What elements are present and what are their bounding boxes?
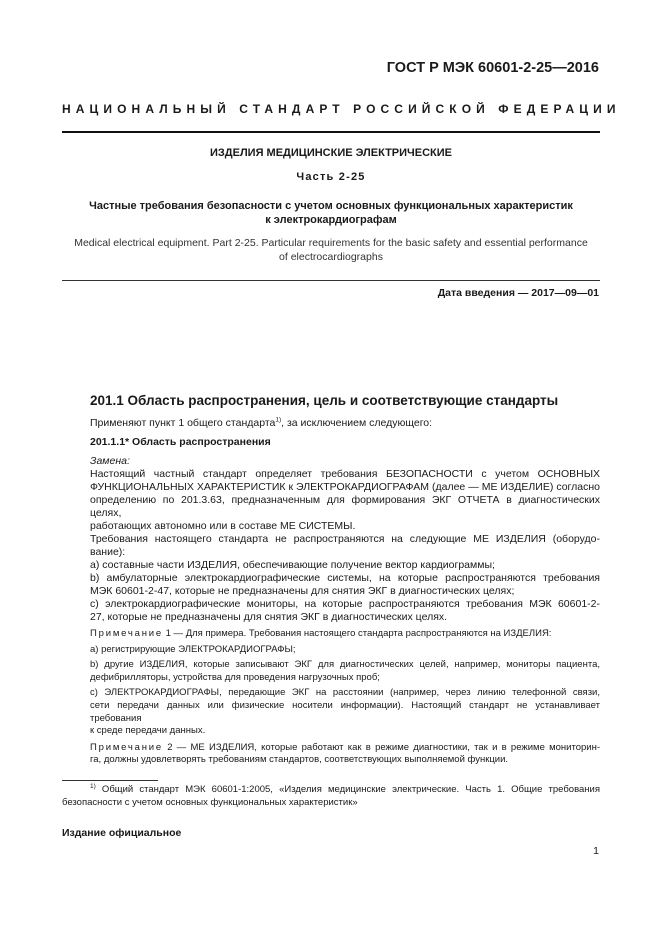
- replacement-label: Замена:: [90, 455, 130, 467]
- note-2-text: 2 — МЕ ИЗДЕЛИЯ, которые работают как в режиме диагностики, так и в режиме мониторин-: [163, 741, 600, 753]
- note-label: Примечание: [90, 741, 163, 753]
- subtitle-line: Частные требования безопасности с учетом основных функциональных характеристик: [89, 200, 573, 212]
- note-item: с) ЭЛЕКТРОКАРДИОГРАФЫ, передающие ЭКГ на расстоянии (например, через линию телефонной связи,: [90, 687, 600, 699]
- note-item-continuation: к среде передачи данных.: [90, 725, 206, 737]
- text-line: определению по 201.3.63, предназначенным для формирования ЭКГ ОТЧЕТА в диагностических целях,: [90, 494, 600, 519]
- note-item-continuation: дефибрилляторы, устройства для проведения нагрузочных проб;: [90, 671, 380, 683]
- note-1: [90, 628, 600, 738]
- list-item: b) амбулаторные электрокардиографические системы, на которые распространяются требования: [90, 572, 600, 584]
- section-lead: [90, 417, 600, 430]
- note-1-text: 1 — Для примера. Требования настоящего стандарта распространяются на ИЗДЕЛИЯ:: [163, 628, 552, 639]
- title-rule: [62, 280, 600, 281]
- gost-code: ГОСТ Р МЭК 60601-2-25—2016: [386, 60, 599, 76]
- english-title-line: Medical electrical equipment. Part 2-25. Particular requirements for the basic safety and essential performance: [74, 237, 588, 249]
- footnote-line: [62, 783, 600, 796]
- header-rule: [62, 131, 600, 133]
- note-1-intro: [90, 628, 600, 641]
- section-heading: 201.1 Область распространения, цель и соответствующие стандарты: [90, 393, 559, 408]
- section-body: [90, 393, 600, 767]
- note-label: Примечание: [90, 628, 163, 639]
- list-item: с) электрокардиографические мониторы, на которые распространяются требования МЭК 60601-2-: [90, 598, 600, 610]
- text-line: Настоящий частный стандарт определяет требования БЕЗОПАСНОСТИ с учетом ОСНОВНЫХ: [90, 468, 600, 480]
- note-item: а) регистрирующие ЭЛЕКТРОКАРДИОГРАФЫ;: [90, 643, 296, 655]
- text-line: Требования настоящего стандарта не распространяются на следующие МЕ ИЗДЕЛИЯ (оборудо-: [90, 533, 600, 545]
- footnote: [62, 783, 600, 809]
- effective-date: Дата введения — 2017—09—01: [437, 287, 599, 299]
- document-part: Часть 2-25: [296, 171, 366, 183]
- lead-text: Применяют пункт 1 общего стандарта: [90, 417, 276, 429]
- national-standard-heading: НАЦИОНАЛЬНЫЙ СТАНДАРТ РОССИЙСКОЙ ФЕДЕРАЦИИ: [62, 102, 621, 116]
- text-line: работающих автономно или в составе МЕ СИСТЕМЫ.: [90, 520, 356, 532]
- document-subtitle: [62, 199, 600, 227]
- note-2: [90, 742, 600, 767]
- edition-label: Издание официальное: [62, 827, 182, 839]
- document-title: ИЗДЕЛИЯ МЕДИЦИНСКИЕ ЭЛЕКТРИЧЕСКИЕ: [209, 147, 453, 159]
- list-item-continuation: МЭК 60601-2-47, которые не предназначены для снятия ЭКГ в диагностических целях;: [90, 585, 515, 597]
- subsection-heading: 201.1.1* Область распространения: [90, 436, 271, 448]
- note-2-line: [90, 742, 600, 755]
- scope-paragraph: [90, 468, 600, 624]
- footnote-line: безопасности с учетом основных функциональных характеристик»: [62, 797, 358, 808]
- text-line: ФУНКЦИОНАЛЬНЫХ ХАРАКТЕРИСТИК к ЭЛЕКТРОКАРДИОГРАФАМ (далее — МЕ ИЗДЕЛИЕ) согласно: [90, 481, 600, 493]
- english-title-line: of electrocardiographs: [279, 251, 383, 263]
- footnote-text: Общий стандарт МЭК 60601-1:2005, «Изделия медицинские электрические. Часть 1. Общие требования: [95, 784, 600, 795]
- lead-text-end: , за исключением следующего:: [281, 417, 433, 429]
- list-item: а) составные части ИЗДЕЛИЯ, обеспечивающие получение вектор кардиограммы;: [90, 559, 495, 571]
- list-item-continuation: 27, которые не предназначены для снятия ЭКГ в диагностических целях.: [90, 611, 448, 623]
- note-item-continuation: сети передачи данных или физические носители информации). Настоящий стандарт не устанавливает требования: [90, 699, 600, 724]
- english-title: [62, 236, 600, 264]
- footnote-rule: [62, 780, 158, 781]
- footnote-marker: 1): [90, 782, 96, 790]
- page-number: 1: [593, 845, 599, 857]
- note-item: b) другие ИЗДЕЛИЯ, которые записывают ЭКГ для диагностических целей, например, мониторы пациента,: [90, 659, 600, 671]
- text-line: вание):: [90, 546, 126, 558]
- subtitle-line: к электрокардиографам: [265, 214, 397, 226]
- footnote-ref: 1): [275, 416, 282, 424]
- note-2-line: га, должны удовлетворять требованиям стандартов, соответствующих выполняемой функции.: [90, 754, 509, 766]
